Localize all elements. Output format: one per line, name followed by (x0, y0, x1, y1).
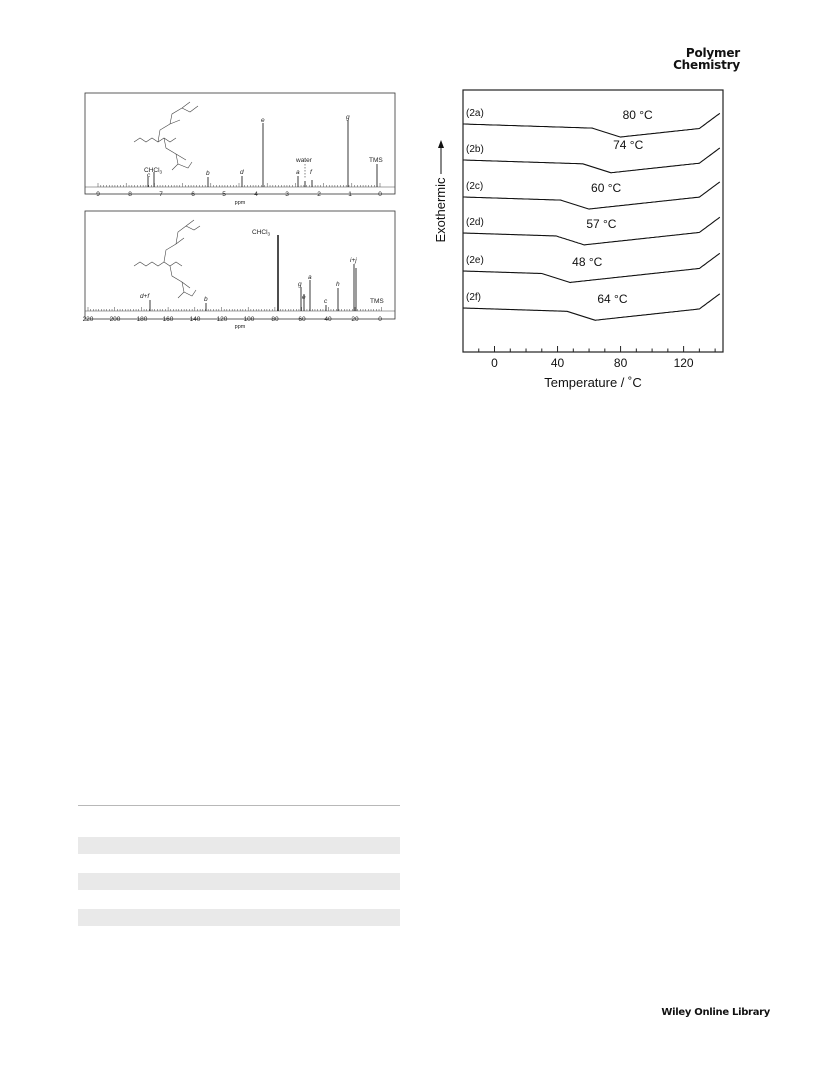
nmr-13c-xlabel: ppm (234, 324, 246, 330)
nmr-1h-tick-label: 0 (378, 191, 382, 198)
dsc-series-label: (2b) (466, 144, 484, 155)
dsc-tg-annotation: 60 °C (591, 181, 622, 195)
dsc-tg-annotation: 74 °C (613, 138, 644, 152)
dsc-tg-annotation: 80 °C (622, 108, 653, 122)
nmr-13c-tick-label: 80 (271, 316, 279, 323)
nmr-13c-tick-label: 160 (162, 316, 174, 323)
dsc-tg-annotation: 64 °C (597, 292, 628, 306)
nmr-1h-xlabel: ppm (234, 200, 246, 206)
nmr-13c-tick-label: 140 (189, 316, 201, 323)
nmr-13c-tick-label: 40 (324, 316, 332, 323)
nmr-1h-label-d: d (240, 169, 244, 176)
nmr-13c-structure (134, 220, 200, 298)
nmr-1h-tick-label: 3 (285, 191, 289, 198)
nmr-1h-figure (82, 92, 400, 207)
table-placeholder (78, 805, 400, 930)
dsc-x-tick-label: 120 (673, 356, 694, 370)
dsc-curve-1 (463, 113, 720, 137)
nmr-13c-label-ij: i+j (350, 257, 357, 264)
dsc-y-axis-arrow (438, 140, 444, 174)
nmr-13c-label-df: d+f (140, 293, 150, 300)
nmr-1h-label-f: f (310, 169, 312, 176)
nmr-1h-label-g: g (346, 114, 350, 121)
publisher-footer: Wiley Online Library (661, 1007, 770, 1018)
nmr-1h-tick-label: 9 (96, 191, 100, 198)
nmr-1h-label-water: water (296, 157, 312, 164)
nmr-13c-figure (82, 210, 400, 338)
dsc-series-label: (2f) (466, 292, 481, 303)
nmr-13c-tick-label: 0 (378, 316, 382, 323)
dsc-tg-annotation: 57 °C (586, 217, 617, 231)
table-row-band (78, 837, 400, 854)
nmr-1h-tick-label: 6 (191, 191, 195, 198)
nmr-1h-tick-label: 4 (254, 191, 258, 198)
nmr-1h-tick-label: 1 (348, 191, 352, 198)
nmr-1h-structure (134, 102, 198, 170)
nmr-13c-label-b: b (204, 296, 208, 303)
nmr-1h-label-tms: TMS (369, 157, 383, 164)
nmr-1h-label-c: c (147, 172, 151, 179)
dsc-x-axis-label: Temperature / ˚C (544, 375, 642, 390)
nmr-13c-tick-label: 200 (109, 316, 121, 323)
table-row-band (78, 873, 400, 890)
dsc-series-label: (2a) (466, 108, 484, 119)
nmr-13c-tick-label: 220 (82, 316, 94, 323)
nmr-13c-frame (85, 211, 395, 319)
nmr-13c-label-chcl3: CHCl$_3$ (252, 229, 271, 237)
nmr-1h-frame (85, 93, 395, 194)
nmr-13c-tick-label: 60 (298, 316, 306, 323)
dsc-series-label: (2e) (466, 255, 484, 266)
journal-name (673, 47, 740, 71)
nmr-13c-label-e: e (302, 294, 306, 301)
dsc-series-label: (2c) (466, 181, 484, 192)
dsc-x-tick-label: 40 (550, 356, 565, 370)
nmr-13c-tick-label: 20 (351, 316, 359, 323)
nmr-1h-tick-label: 2 (317, 191, 321, 198)
nmr-13c-label-c: c (324, 298, 328, 305)
nmr-13c-tick-label: 120 (216, 316, 228, 323)
nmr-13c-tick-label: 100 (243, 316, 255, 323)
dsc-x-tick-label: 0 (491, 356, 498, 370)
dsc-chart (430, 86, 730, 396)
dsc-y-axis-label: Exothermic (433, 177, 448, 243)
nmr-13c-label-tms: TMS (370, 298, 384, 305)
nmr-13c-label-h: h (336, 281, 340, 288)
journal-name-line1: Polymer (685, 46, 740, 60)
nmr-13c-label-a: a (308, 274, 312, 281)
table-top-rule (78, 805, 400, 806)
nmr-1h-label-e: e (261, 117, 265, 124)
dsc-curve-6 (463, 294, 720, 321)
nmr-1h-label-a: a (296, 169, 300, 176)
nmr-13c-tick-label: 180 (136, 316, 148, 323)
nmr-13c-label-g: g (298, 281, 302, 288)
nmr-1h-label-b: b (206, 170, 210, 177)
journal-name-line2: Chemistry (673, 58, 740, 72)
dsc-series-label: (2d) (466, 217, 484, 228)
nmr-1h-tick-label: 8 (128, 191, 132, 198)
dsc-tg-annotation: 48 °C (572, 255, 603, 269)
dsc-x-tick-label: 80 (613, 356, 628, 370)
dsc-curve-2 (463, 148, 720, 173)
nmr-1h-tick-label: 7 (159, 191, 163, 198)
nmr-1h-label-chcl3: CHCl$_3$ (144, 167, 163, 175)
table-row-band (78, 909, 400, 926)
nmr-1h-tick-label: 5 (222, 191, 226, 198)
